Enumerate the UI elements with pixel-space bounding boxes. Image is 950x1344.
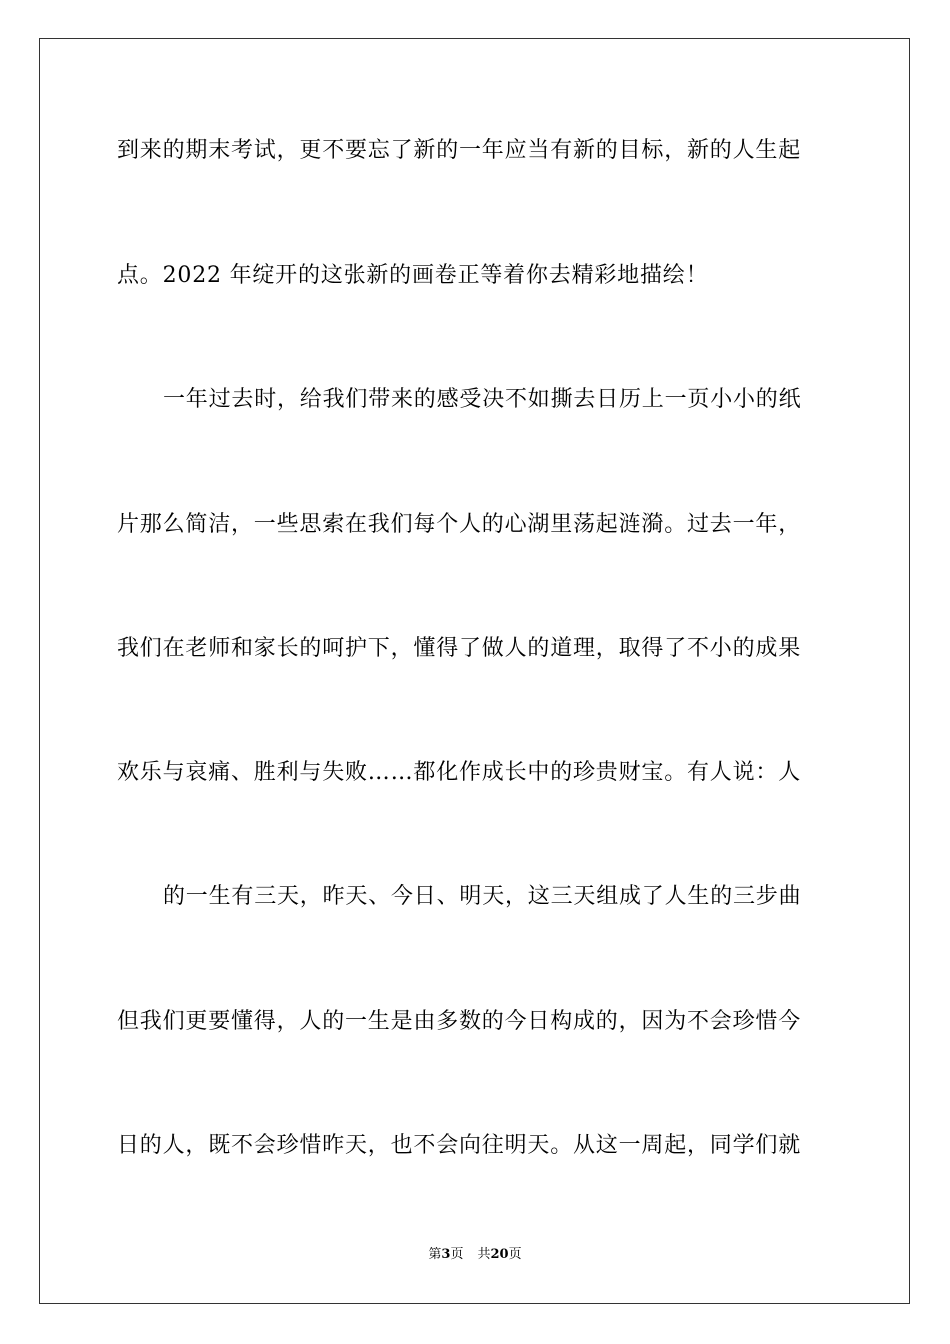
body-line-4: 片那么简洁，一些思索在我们每个人的心湖里荡起涟漪。过去一年，: [117, 512, 802, 537]
body-line-5: 我们在老师和家长的呵护下，懂得了做人的道理，取得了不小的成果: [117, 636, 802, 661]
body-line-2: 点。2022 年绽开的这张新的画卷正等着你去精彩地描绘！: [117, 263, 709, 288]
body-line-8: 但我们更要懂得，人的一生是由多数的今日构成的，因为不会珍惜今: [117, 1009, 802, 1034]
page-footer: [0, 1246, 950, 1264]
body-line-6: 欢乐与哀痛、胜利与失败……都化作成长中的珍贵财宝。有人说：人: [117, 760, 802, 785]
total-prefix: 共: [477, 1247, 491, 1262]
body-line-1: 到来的期末考试，更不要忘了新的一年应当有新的目标，新的人生起: [117, 138, 802, 163]
page-current: 3: [441, 1247, 451, 1262]
page-prefix: 第: [428, 1247, 442, 1262]
body-line-3: 一年过去时，给我们带来的感受决不如撕去日历上一页小小的纸: [163, 387, 802, 412]
page-total: 20: [490, 1247, 509, 1262]
page-frame: [39, 38, 910, 1304]
page-suffix: 页: [450, 1247, 464, 1262]
total-suffix: 页: [508, 1247, 522, 1262]
body-line-9: 日的人，既不会珍惜昨天，也不会向往明天。从这一周起，同学们就: [117, 1133, 802, 1158]
body-line-7: 的一生有三天，昨天、今日、明天，这三天组成了人生的三步曲: [163, 884, 802, 909]
